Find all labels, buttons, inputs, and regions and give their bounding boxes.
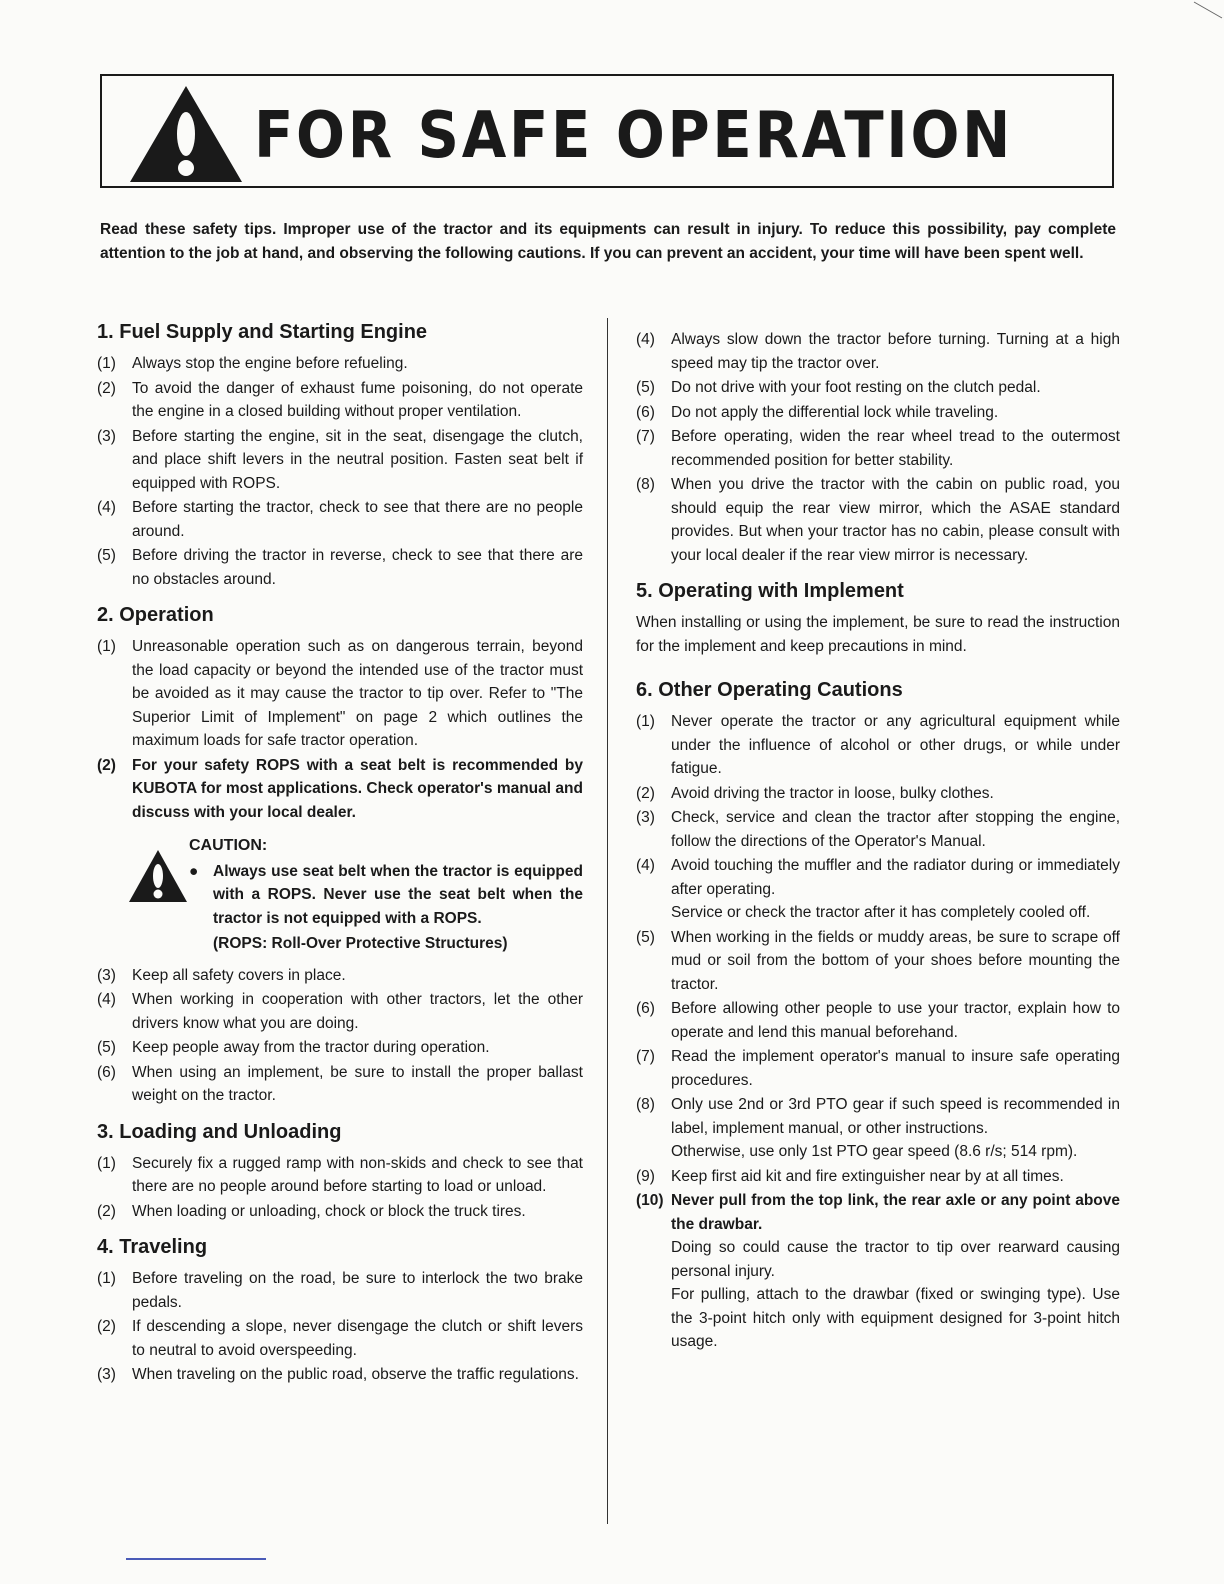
item-text: When using an implement, be sure to install the proper ballast weight on the tractor. xyxy=(132,1063,583,1104)
item-text: Before starting the engine, sit in the seat, disengage the clutch, and place shift levers in the neutral position. Fasten seat belt if equipped with ROPS. xyxy=(132,427,583,492)
item-number: (6) xyxy=(636,403,655,421)
item-text-group xyxy=(671,1093,1120,1164)
item-text-group xyxy=(671,854,1120,925)
section-other-cautions xyxy=(636,676,1120,1354)
warning-triangle-icon xyxy=(127,848,189,904)
item-subtext: Doing so could cause the tractor to tip over rearward causing personal injury. xyxy=(671,1239,1120,1280)
item-text: Keep people away from the tractor during operation. xyxy=(132,1039,490,1056)
caution-box xyxy=(97,834,583,956)
section-fuel-supply xyxy=(97,318,583,591)
caution-body xyxy=(189,860,583,931)
list-item xyxy=(97,496,583,543)
item-text: Do not drive with your foot resting on the clutch pedal. xyxy=(671,379,1041,396)
list-item xyxy=(97,964,583,988)
item-text: Securely fix a rugged ramp with non-skids and check to see that there are no people around before starting to load or unload. xyxy=(132,1154,583,1195)
caution-note: (ROPS: Roll-Over Protective Structures) xyxy=(213,935,508,952)
list-item xyxy=(97,635,583,753)
item-text: When working in the fields or muddy areas, be sure to scrape off mud or soil from the bottom of your shoes before mounting the tractor. xyxy=(671,928,1120,993)
item-number: (4) xyxy=(636,857,655,874)
item-text: When loading or unloading, chock or block the truck tires. xyxy=(132,1202,526,1220)
item-number: (4) xyxy=(97,991,116,1008)
item-text: Keep first aid kit and fire extinguisher near by at all times. xyxy=(671,1167,1064,1185)
list-item xyxy=(97,1061,583,1108)
item-number: (4) xyxy=(97,499,116,516)
list-item xyxy=(97,377,583,424)
list-item xyxy=(636,328,1120,375)
footer-rule xyxy=(126,1558,266,1560)
section-heading: 4. Traveling xyxy=(97,1236,208,1258)
item-number: (2) xyxy=(97,1318,116,1335)
item-number: (1) xyxy=(97,355,116,372)
list-item xyxy=(636,806,1120,853)
item-number: (6) xyxy=(97,1063,116,1081)
list-item xyxy=(636,376,1120,400)
item-number: (1) xyxy=(97,1154,116,1172)
list-item xyxy=(636,1093,1120,1164)
item-text: Do not apply the differential lock while traveling. xyxy=(671,403,999,421)
item-text: Before traveling on the road, be sure to interlock the two brake pedals. xyxy=(132,1270,583,1311)
section-heading: 6. Other Operating Cautions xyxy=(636,679,903,701)
item-text: Before allowing other people to use your tractor, explain how to operate and lend this manual beforehand. xyxy=(671,1000,1120,1041)
item-number: (4) xyxy=(636,331,655,348)
section-loading xyxy=(97,1118,583,1224)
list-item xyxy=(636,1045,1120,1092)
left-column xyxy=(97,318,583,1397)
section-heading: 1. Fuel Supply and Starting Engine xyxy=(97,321,428,343)
list-item xyxy=(636,1165,1120,1189)
section-paragraph: When installing or using the implement, be sure to read the instruction for the implement and keep precautions in mind. xyxy=(636,614,1120,655)
item-number: (2) xyxy=(97,1202,116,1220)
item-text: If descending a slope, never disengage the clutch or shift levers to neutral to avoid overspeeding. xyxy=(132,1318,583,1359)
list-item xyxy=(97,1152,583,1199)
list-item xyxy=(636,1189,1120,1354)
item-text: Before operating, widen the rear wheel tread to the outermost recommended position for better stability. xyxy=(671,428,1120,469)
page-corner-mark xyxy=(1184,0,1224,20)
item-number: (2) xyxy=(97,756,116,774)
section-traveling xyxy=(97,1233,583,1387)
list-item xyxy=(636,854,1120,925)
item-text-group xyxy=(671,1189,1120,1354)
list-item xyxy=(97,1315,583,1362)
column-divider xyxy=(607,318,608,1524)
list-item xyxy=(636,425,1120,472)
item-text: Before driving the tractor in reverse, check to see that there are no obstacles around. xyxy=(132,547,583,588)
list-item xyxy=(636,997,1120,1044)
item-number: (5) xyxy=(97,547,116,564)
item-number: (1) xyxy=(636,713,655,730)
bullet-icon: ● xyxy=(189,862,199,880)
item-number: (3) xyxy=(97,966,116,984)
item-text: Never operate the tractor or any agricultural equipment while under the influence of alcohol or other drugs, or while under fatigue. xyxy=(671,713,1120,777)
item-number: (5) xyxy=(636,379,655,396)
section-implement xyxy=(636,577,1120,658)
list-item xyxy=(636,782,1120,806)
item-number: (6) xyxy=(636,1000,655,1017)
section-heading: 3. Loading and Unloading xyxy=(97,1120,342,1143)
item-number: (5) xyxy=(97,1039,116,1056)
item-text: Avoid driving the tractor in loose, bulky clothes. xyxy=(671,784,994,802)
item-number: (8) xyxy=(636,1096,655,1113)
item-text: Always slow down the tractor before turning. Turning at a high speed may tip the tractor over. xyxy=(671,331,1120,372)
item-number: (3) xyxy=(97,427,116,445)
caution-heading: CAUTION: xyxy=(189,837,268,854)
item-text: Avoid touching the muffler and the radiator during or immediately after operating. xyxy=(671,857,1120,898)
item-number: (7) xyxy=(636,1048,655,1065)
list-item xyxy=(636,926,1120,997)
section-operation xyxy=(97,601,583,1108)
item-text: Keep all safety covers in place. xyxy=(132,966,346,984)
item-subtext: Service or check the tractor after it has completely cooled off. xyxy=(671,904,1091,921)
list-item xyxy=(97,1267,583,1314)
intro-paragraph: Read these safety tips. Improper use of the tractor and its equipments can result in injury. To reduce this possibility, pay complete attention to the job at hand, and observing the following cautions. If you can prevent an accident, your time will have been spent well. xyxy=(100,221,1116,262)
item-number: (8) xyxy=(636,476,655,493)
item-text: Always stop the engine before refueling. xyxy=(132,355,408,372)
item-number: (1) xyxy=(97,1270,116,1287)
item-text: Read the implement operator's manual to insure safe operating procedures. xyxy=(671,1048,1120,1089)
list-item xyxy=(636,710,1120,781)
list-item xyxy=(97,352,583,376)
warning-triangle-icon xyxy=(128,82,244,186)
item-subtext: For pulling, attach to the drawbar (fixed or swinging type). Use the 3-point hitch only with equipment designed for 3-point hitch usage. xyxy=(671,1286,1120,1350)
list-item xyxy=(97,425,583,496)
item-number: (2) xyxy=(97,379,116,397)
list-item xyxy=(97,544,583,591)
item-text: For your safety ROPS with a seat belt is recommended by KUBOTA for most applications. Check operator's manual and discuss with your local dealer. xyxy=(132,756,583,821)
item-number: (7) xyxy=(636,428,655,445)
list-item xyxy=(636,401,1120,425)
item-number: (10) xyxy=(636,1192,664,1209)
list-item xyxy=(636,473,1120,567)
section-heading: 2. Operation xyxy=(97,604,214,626)
section-heading: 5. Operating with Implement xyxy=(636,580,904,602)
item-subtext: Otherwise, use only 1st PTO gear speed (8.6 r/s; 514 rpm). xyxy=(671,1143,1078,1160)
list-item xyxy=(97,988,583,1035)
caution-text: Always use seat belt when the tractor is equipped with a ROPS. Never use the seat belt when the tractor is not equipped with a ROPS. xyxy=(213,862,583,927)
item-text: To avoid the danger of exhaust fume poisoning, do not operate the engine in a closed building without proper ventilation. xyxy=(132,379,583,420)
right-column xyxy=(636,328,1120,1364)
item-number: (3) xyxy=(636,809,655,826)
section-traveling-continued xyxy=(636,328,1120,567)
list-item xyxy=(97,1036,583,1060)
item-number: (2) xyxy=(636,784,655,802)
item-number: (1) xyxy=(97,638,116,655)
item-text: Only use 2nd or 3rd PTO gear if such speed is recommended in label, implement manual, or other instructions. xyxy=(671,1096,1120,1137)
item-number: (5) xyxy=(636,928,655,946)
title-banner xyxy=(100,74,1114,188)
list-item xyxy=(97,1363,583,1387)
list-item xyxy=(97,754,583,825)
page-title: FOR SAFE OPERATION xyxy=(254,99,1014,173)
item-text: Unreasonable operation such as on dangerous terrain, beyond the load capacity or beyond the intended use of the tractor must be avoided as it may cause the tractor to tip over. Refer to "The Superior Limit of Implement" on page 2 which outlines the maximum loads for safe tractor operation. xyxy=(132,638,583,749)
item-text: When working in cooperation with other tractors, let the other drivers know what you are doing. xyxy=(132,991,583,1032)
item-text: Never pull from the top link, the rear axle or any point above the drawbar. xyxy=(671,1192,1120,1233)
item-text: Before starting the tractor, check to see that there are no people around. xyxy=(132,499,583,540)
list-item xyxy=(97,1200,583,1224)
item-number: (3) xyxy=(97,1366,116,1383)
item-text: Check, service and clean the tractor after stopping the engine, follow the directions of the Operator's Manual. xyxy=(671,809,1120,850)
item-text: When you drive the tractor with the cabin on public road, you should equip the rear view mirror, which the ASAE standard provides. But when your tractor has no cabin, please consult with your local dealer if the rear view mirror is necessary. xyxy=(671,476,1120,564)
item-text: When traveling on the public road, observe the traffic regulations. xyxy=(132,1366,579,1383)
item-number: (9) xyxy=(636,1167,655,1185)
